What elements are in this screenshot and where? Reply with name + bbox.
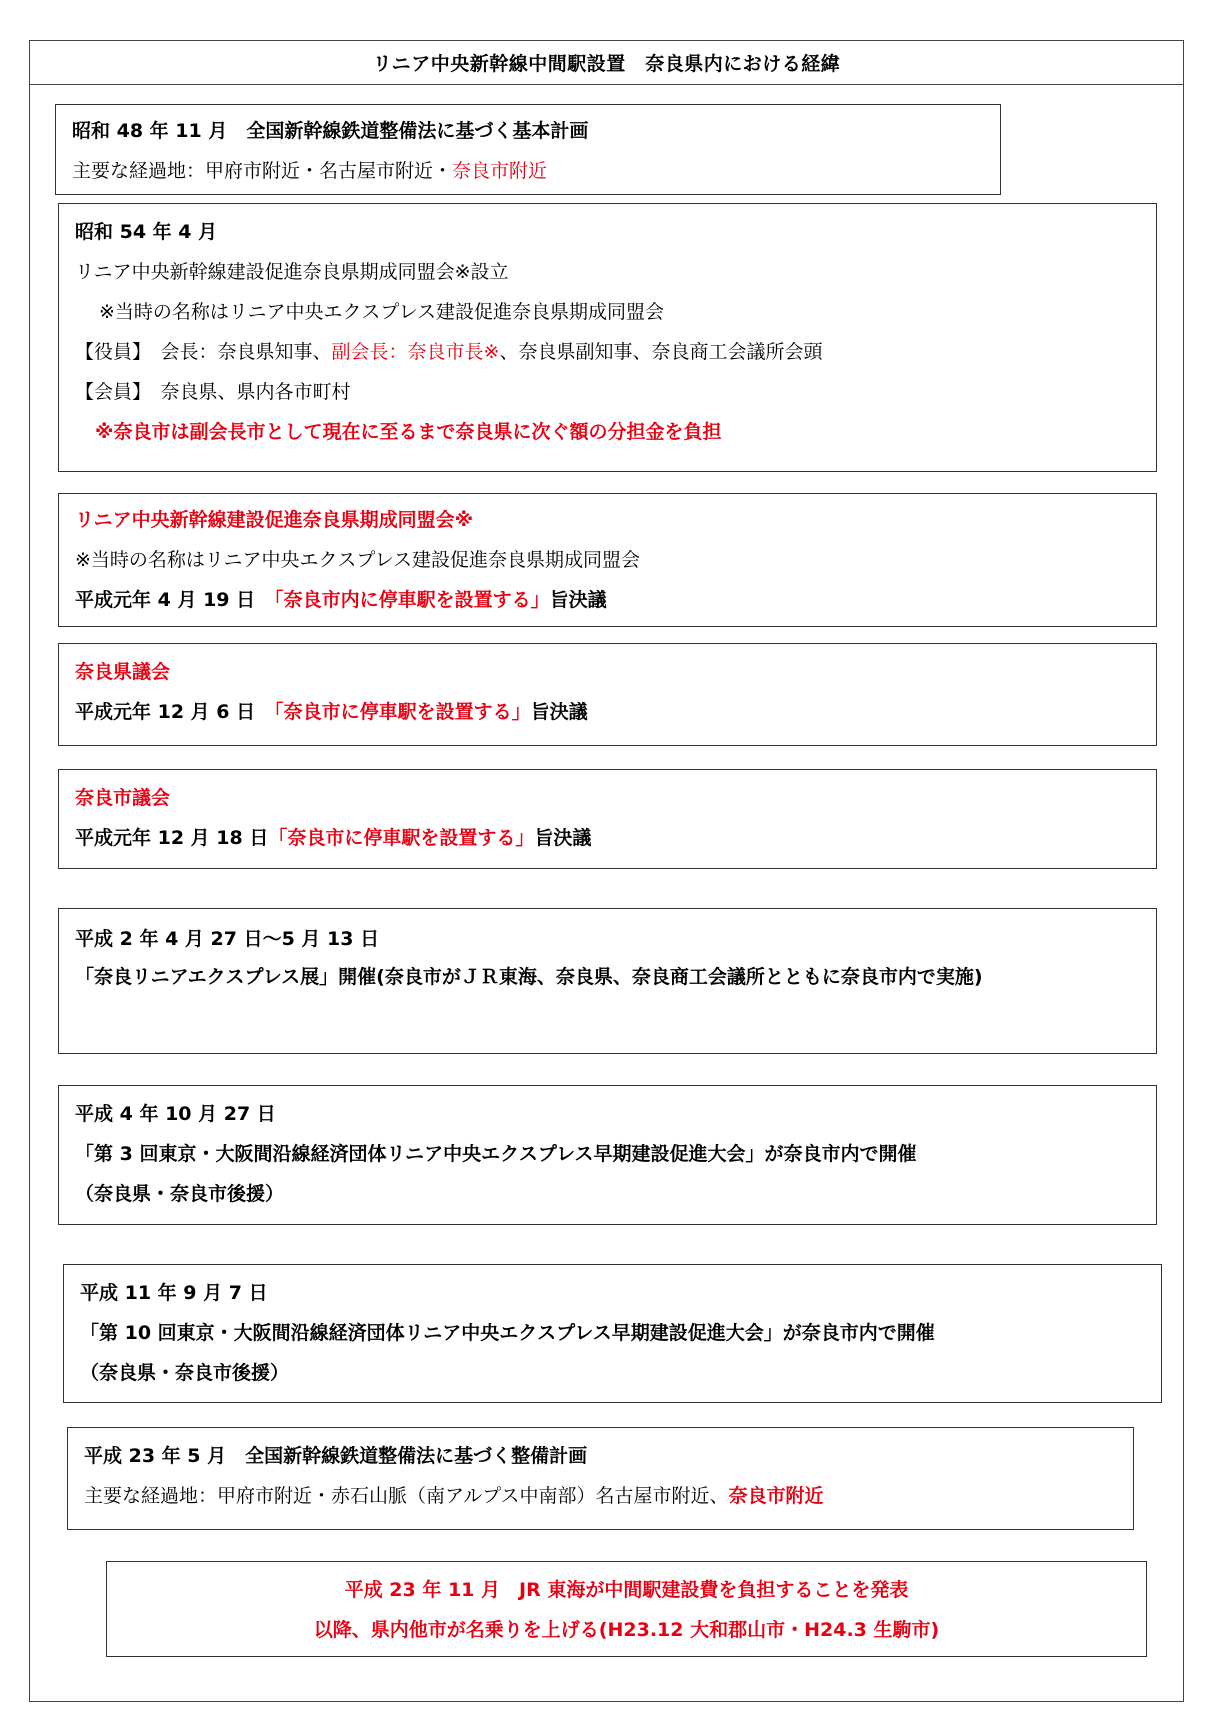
event-box-league-resolution <box>58 493 1157 627</box>
event-box-heisei2 <box>58 908 1157 1054</box>
establishment-line: リニア中央新幹線建設促進奈良県期成同盟会※設立 <box>75 261 509 283</box>
resolution-suffix: 旨決議 <box>530 701 588 723</box>
event-box-heisei11 <box>63 1264 1162 1403</box>
former-name-note: ※当時の名称はリニア中央エクスプレス建設促進奈良県期成同盟会 <box>75 549 641 571</box>
event-sponsor: （奈良県・奈良市後援） <box>75 1183 285 1205</box>
event-body: 「第 10 回東京・大阪間沿線経済団体リニア中央エクスプレス早期建設促進大会」が奈良市内で開催 <box>80 1322 935 1344</box>
route-text: 主要な経過地：甲府市附近・名古屋市附近・ <box>72 160 453 182</box>
route-text: 主要な経過地：甲府市附近・赤石山脈（南アルプス中南部）名古屋市附近、 <box>84 1485 729 1507</box>
event-sponsor: （奈良県・奈良市後援） <box>80 1362 290 1384</box>
resolution-text: 「奈良市に停車駅を設置する」 <box>274 701 531 723</box>
officers-highlight: 副会長：奈良市長※ <box>331 341 500 363</box>
event-box-city-assembly <box>58 769 1157 869</box>
event-box-heisei23-plan <box>67 1427 1134 1530</box>
event-body: 「奈良リニアエクスプレス展」開催(奈良市がＪＲ東海、奈良県、奈良商工会議所とともに奈良市内で実施) <box>75 966 983 988</box>
event-box-prefectural-assembly <box>58 643 1157 746</box>
event-heading: 平成 23 年 5 月 全国新幹線鉄道整備法に基づく整備計画 <box>84 1445 588 1467</box>
contribution-note: ※奈良市は副会長市として現在に至るまで奈良県に次ぐ額の分担金を負担 <box>95 421 722 443</box>
event-heading: 昭和 54 年 4 月 <box>75 221 218 243</box>
route-line <box>84 1476 1117 1516</box>
page-title: リニア中央新幹線中間駅設置 奈良県内における経緯 <box>29 40 1184 85</box>
officers-rest: 、奈良県副知事、奈良商工会議所会頭 <box>499 341 823 363</box>
resolution-date: 平成元年 12 月 18 日 <box>75 827 269 849</box>
resolution-date: 平成元年 4 月 19 日 <box>75 589 275 611</box>
officers-label: 【役員】 会長：奈良県知事、 <box>75 341 332 363</box>
resolution-line <box>75 580 1140 620</box>
members-line: 【会員】 奈良県、県内各市町村 <box>75 381 351 403</box>
event-heading: 平成 11 年 9 月 7 日 <box>80 1282 268 1304</box>
former-name-note: ※当時の名称はリニア中央エクスプレス建設促進奈良県期成同盟会 <box>99 301 665 323</box>
resolution-text: 「奈良市内に停車駅を設置する」 <box>274 589 550 611</box>
event-body: 「第 3 回東京・大阪間沿線経済団体リニア中央エクスプレス早期建設促進大会」が奈良市内で開催 <box>75 1143 917 1165</box>
route-highlight: 奈良市附近 <box>452 160 548 182</box>
resolution-suffix: 旨決議 <box>534 827 592 849</box>
event-box-showa48 <box>55 104 1001 195</box>
event-heading: 平成 2 年 4 月 27 日～5 月 13 日 <box>75 928 380 950</box>
assembly-heading: 奈良市議会 <box>75 787 171 809</box>
resolution-line <box>75 818 1140 858</box>
route-highlight: 奈良市附近 <box>728 1485 824 1507</box>
route-line <box>72 151 984 191</box>
event-box-showa54 <box>58 203 1157 472</box>
event-box-heisei23-announcement <box>106 1561 1147 1657</box>
event-box-heisei4 <box>58 1085 1157 1225</box>
candidacy-line: 以降、県内他市が名乗りを上げる(H23.12 大和郡山市・H24.3 生駒市) <box>313 1619 940 1641</box>
event-heading: 平成 4 年 10 月 27 日 <box>75 1103 276 1125</box>
announcement-line: 平成 23 年 11 月 JR 東海が中間駅建設費を負担することを発表 <box>344 1579 909 1601</box>
resolution-date: 平成元年 12 月 6 日 <box>75 701 275 723</box>
resolution-text: 「奈良市に停車駅を設置する」 <box>268 827 535 849</box>
resolution-line <box>75 692 1140 732</box>
assembly-heading: 奈良県議会 <box>75 661 171 683</box>
resolution-suffix: 旨決議 <box>549 589 607 611</box>
organization-heading: リニア中央新幹線建設促進奈良県期成同盟会※ <box>75 509 474 531</box>
officers-line <box>75 332 1140 372</box>
event-heading: 昭和 48 年 11 月 全国新幹線鉄道整備法に基づく基本計画 <box>72 120 589 142</box>
